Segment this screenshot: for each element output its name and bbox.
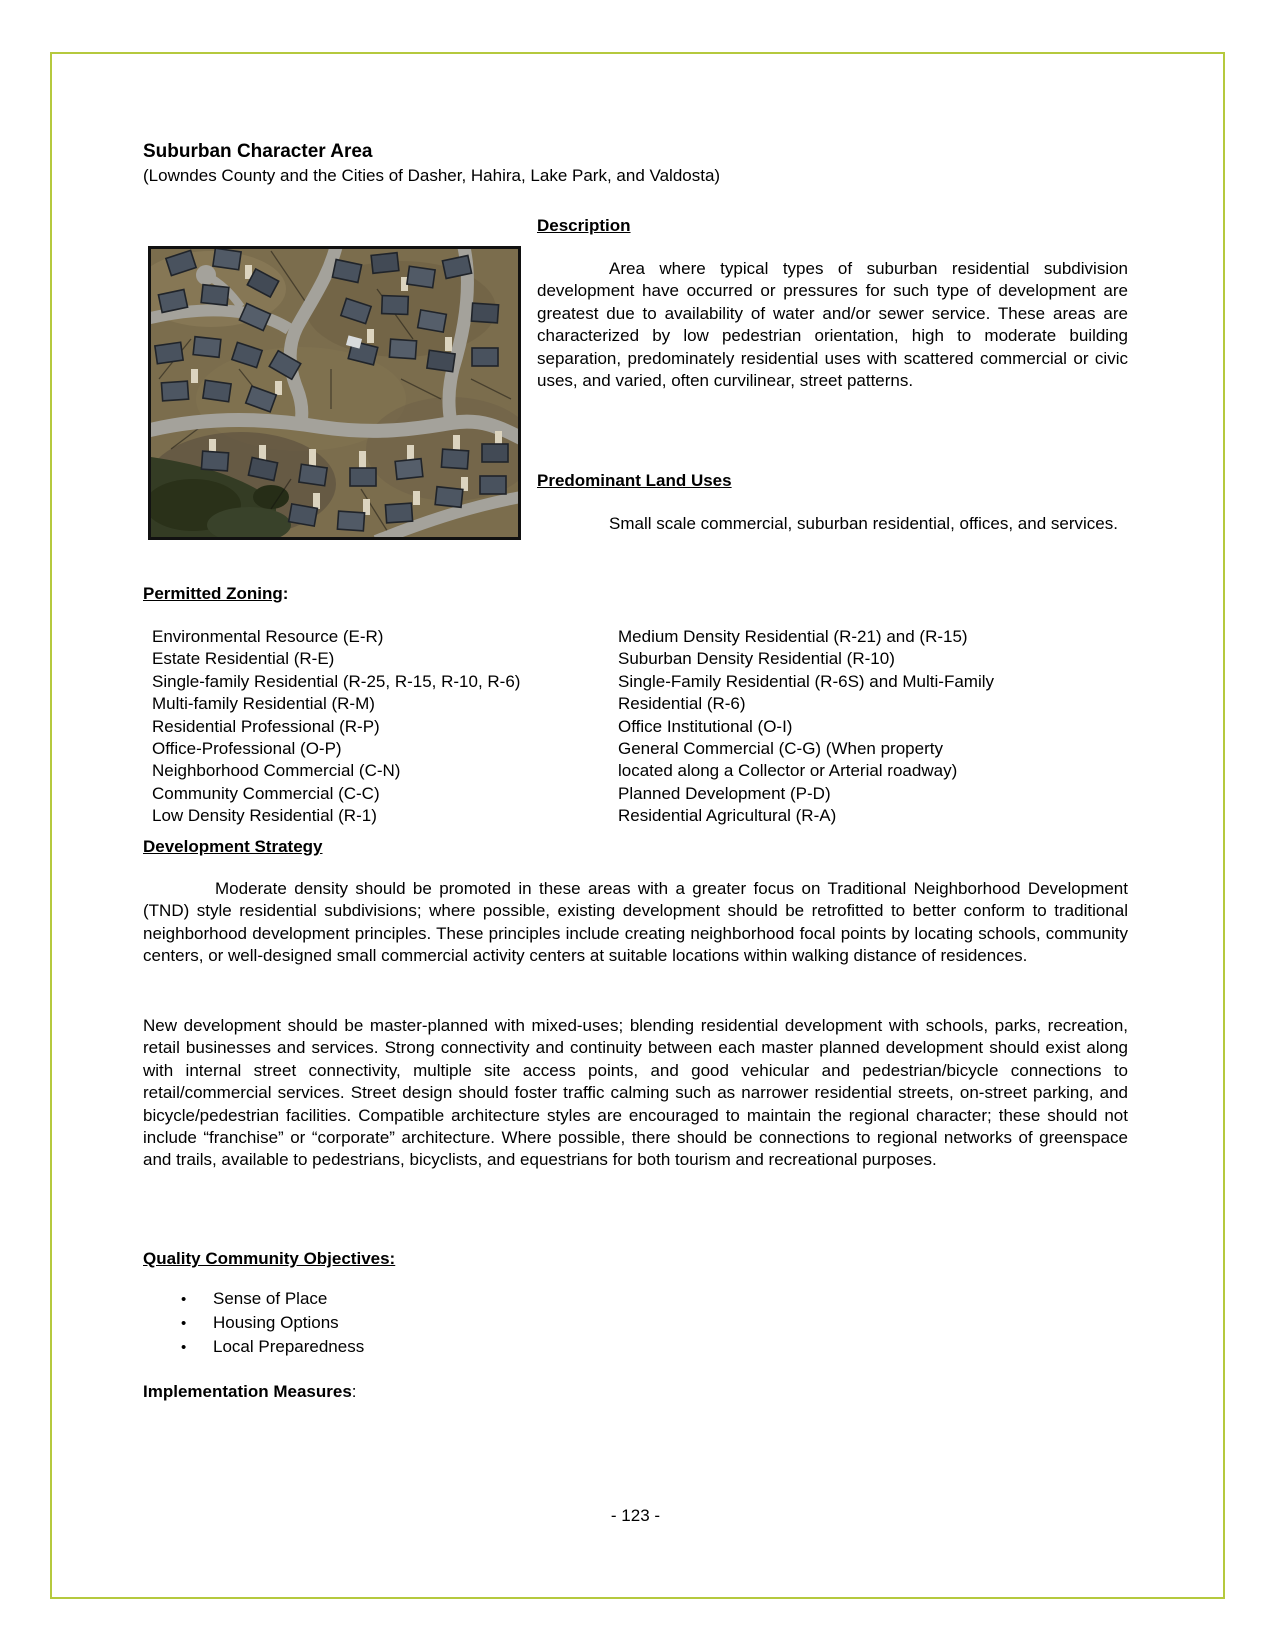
implementation-measures-heading-text: Implementation Measures [143,1382,352,1401]
implementation-measures-heading-colon: : [351,1382,357,1401]
page-subtitle: (Lowndes County and the Cities of Dasher, Hahira, Lake Park, and Valdosta) [143,166,721,185]
bullet-icon: • [181,1339,187,1357]
zoning-item: Medium Density Residential (R-21) and (R-15) [618,627,968,646]
bullet-icon: • [181,1291,187,1308]
permitted-zoning-right-column [618,626,1128,828]
development-strategy-paragraph-2: New development should be master-planned with mixed-uses; blending residential development with schools, parks, recreation, retail businesses and services. Strong connectivity and continuity between each master planned development should exist along with internal street connectivity, multiple site access points, and good vehicular and pedestrian/bicycle connections to retail/commercial services. Street design should foster traffic calming such as narrower residential streets, on-street parking, and bicycle/pedestrian facilities. Compatible architecture styles are encouraged to maintain the regional character; these should not include “franchise” or “corporate” architecture. Where possible, there should be connections to regional networks of greenspace and trails, available to pedestrians, bicyclists, and equestrians for both tourism and recreational purposes. [143,1016,1128,1170]
zoning-item: Planned Development (P-D) [618,783,831,803]
predominant-land-uses-paragraph: Small scale commercial, suburban residential, offices, and services. [609,514,1118,533]
zoning-item: General Commercial (C-G) (When property [618,738,943,758]
zoning-item: Office-Professional (O-P) [152,738,342,758]
zoning-item: located along a Collector or Arterial roadway) [618,761,958,781]
implementation-measures-heading [143,1381,1128,1403]
zoning-item: Estate Residential (R-E) [152,649,335,669]
page-title: Suburban Character Area [143,141,373,162]
zoning-item: Suburban Density Residential (R-10) [618,649,895,669]
development-strategy-paragraph-1: Moderate density should be promoted in these areas with a greater focus on Traditional Neighborhood Development (TND) style residential subdivisions; where possible, existing development should be retrofitted to better conform to traditional neighborhood development principles. These principles include creating neighborhood focal points by locating schools, community centers, or well-designed small commercial activity centers at suitable locations within walking distance of residences. [143,879,1128,966]
list-item [143,1336,1128,1360]
permitted-zoning-heading-colon: : [282,584,289,603]
quality-community-objectives-list [143,1288,1128,1361]
list-item-label: Sense of Place [213,1289,328,1308]
permitted-zoning-heading-text: Permitted Zoning [143,584,283,603]
aerial-photo [148,246,521,540]
description-paragraph: Area where typical types of suburban residential subdivision development have occurred or pressures for such type of development are greatest due to availability of water and/or sewer service. These areas are characterized by low pedestrian orientation, high to moderate building separation, predominately residential uses with scattered commercial or civic uses, and varied, often curvilinear, street patterns. [537,259,1128,391]
zoning-item: Neighborhood Commercial (C-N) [152,761,401,781]
bullet-icon: • [181,1315,187,1333]
predominant-land-uses-heading: Predominant Land Uses [537,471,732,490]
zoning-item: Residential Professional (R-P) [152,716,380,736]
aerial-photo-illustration [151,249,518,537]
permitted-zoning-table [143,626,1128,828]
zoning-item: Community Commercial (C-C) [152,783,380,803]
list-item [143,1312,1128,1336]
zoning-item: Multi-family Residential (R-M) [152,694,375,714]
zoning-item: Single-Family Residential (R-6S) and Multi-Family [618,671,994,691]
page-number: - 123 - [610,1506,661,1525]
zoning-item: Residential (R-6) [618,694,746,714]
zoning-item: Environmental Resource (E-R) [152,627,384,646]
quality-community-objectives-heading: Quality Community Objectives: [143,1249,396,1268]
development-strategy-heading: Development Strategy [143,837,323,856]
list-item-label: Local Preparedness [213,1337,365,1357]
permitted-zoning-heading [143,583,1128,605]
description-heading: Description [537,216,631,235]
list-item-label: Housing Options [213,1313,339,1333]
permitted-zoning-left-column [143,626,618,828]
zoning-item: Residential Agricultural (R-A) [618,806,837,826]
zoning-item: Office Institutional (O-I) [618,716,793,736]
list-item [143,1288,1128,1312]
zoning-item: Single-family Residential (R-25, R-15, R-10, R-6) [152,671,521,691]
zoning-item: Low Density Residential (R-1) [152,806,377,826]
